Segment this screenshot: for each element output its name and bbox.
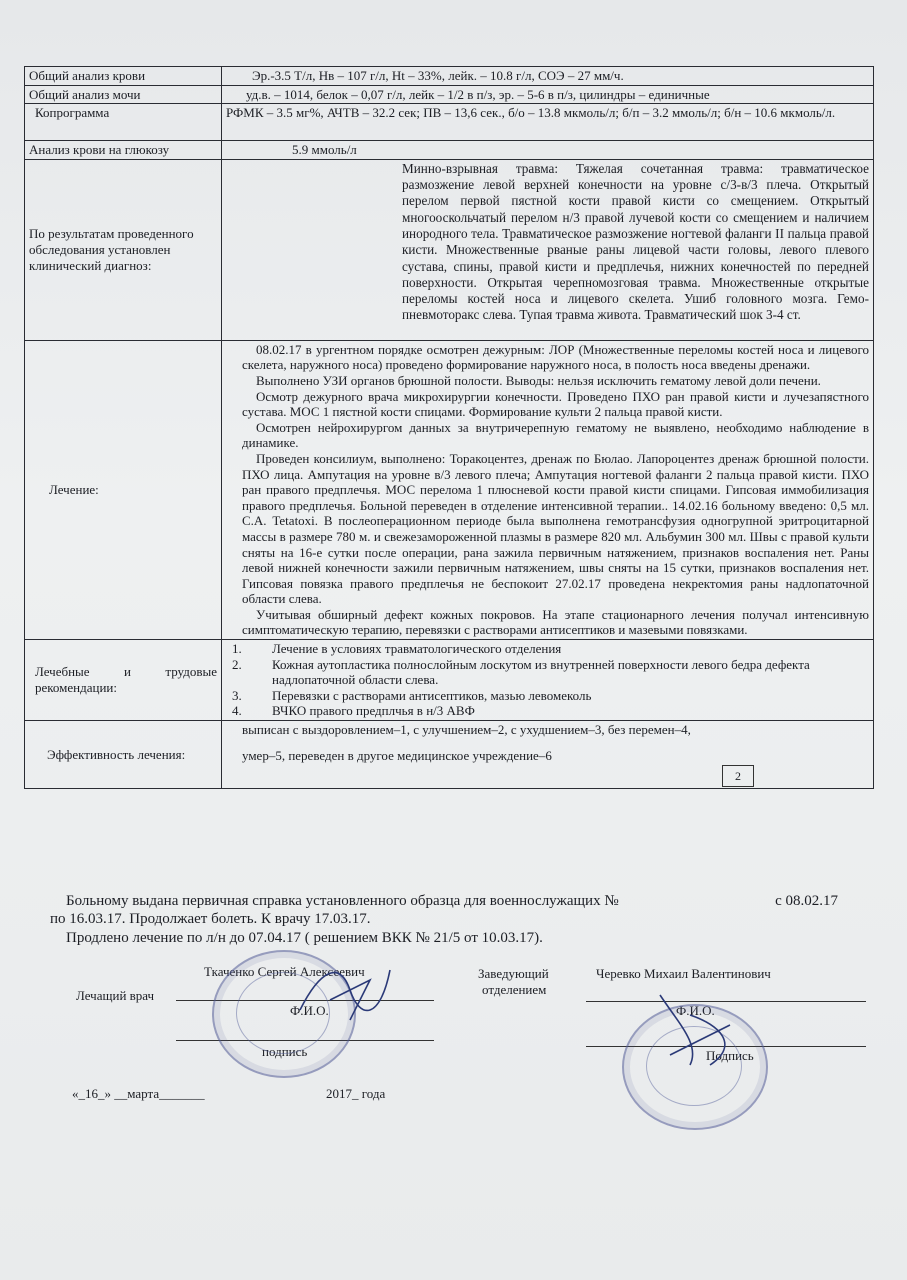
certificate-line: Больному выдана первичная справка установленного образца для военнослужащих № с 08.02.17: [66, 893, 838, 909]
doctor-signature: [290, 950, 410, 1030]
urine-test-label: Общий анализ мочи: [25, 85, 222, 104]
glucose-value: 5.9 ммоль/л: [222, 141, 874, 160]
treatment-paragraph: Учитывая обширный дефект кожных покровов. На этапе стационарного лечения получал интенсивную симптоматическую терапию, перевязки с растворами антисептиков и мазевыми повязками.: [242, 606, 869, 638]
treatment-paragraph: Выполнено УЗИ органов брюшной полости. Выводы: нельзя исключить гематому левой доли печени.: [256, 372, 821, 388]
cert-date: с 08.02.17: [775, 893, 838, 909]
head-label-1: Заведующий: [478, 966, 549, 981]
recommendations-list: [222, 640, 874, 721]
efficiency-box: 2: [722, 765, 754, 787]
recommendation-item: 1. Лечение в условиях травматологического отделения: [232, 641, 562, 657]
fio-label-2: Ф.И.О.: [676, 1003, 715, 1018]
urine-test-value: уд.в. – 1014, белок – 0,07 г/л, лейк – 1/2 в п/з, эр. – 5-6 в п/з, цилиндры – единичные: [222, 85, 874, 104]
copro-row: [25, 104, 874, 141]
efficiency-line-1: выписан с выздоровлением–1, с улучшением–2, с ухудшением–3, без перемен–4,: [242, 722, 691, 738]
extension-line: Продлено лечение по л/н до 07.04.17 ( решением ВКК № 21/5 от 10.03.17).: [66, 930, 543, 946]
diagnosis-row: [25, 159, 874, 340]
date-day: «_16_» __марта_______: [72, 1086, 205, 1101]
efficiency-label: Эффективность лечения:: [25, 721, 222, 789]
efficiency-options: [222, 721, 874, 789]
treatment-paragraph: Осмотр дежурного врача микрохирургии конечности. Проведено ПХО ран правой кисти и лучезапястного сустава. МОС 1 пястной кости спицами. Формирование культи 2 пальца правой кисти.: [242, 388, 869, 420]
copro-label: Копрограмма: [25, 104, 222, 141]
recommendations-row: [25, 640, 874, 721]
signature-label: подпись: [262, 1044, 308, 1059]
fio-label: Ф.И.О.: [290, 1003, 329, 1018]
doctor-label: Лечащий врач: [76, 988, 155, 1003]
copro-value: РФМК – 3.5 мг%, АЧТВ – 32.2 сек; ПВ – 13,6 сек., б/о – 13.8 мкмоль/л; б/п – 3.2 ммоль/л; б/н – 10.6 мкмоль/л.: [222, 104, 874, 141]
recommendation-item: 3. Перевязки с растворами антисептиков, мазью левомеколь: [232, 687, 592, 703]
head-label-2: отделением: [482, 982, 547, 997]
efficiency-row: [25, 721, 874, 789]
recommendation-item: 4. ВЧКО правого предплчья в н/3 АВФ: [232, 703, 475, 719]
diagnosis-text: Минно-взрывная травма: Тяжелая сочетанная травма: травматическое размозжение левой верхней конечности на уровне с/3-в/3 плеча. Открытый перелом первой пястной кости правой кисти со смещением. Открытый многооскольчатый перелом н/3 правой лучевой кости со смещением и наличием инородного тела. Травматическое размозжение ногтевой фаланги II пальца правой кисти. Множественные рваные раны лицевой части головы, левого плевого сустава, спины, правой кисти и предплечья, нижних конечностей по передней поверхности. Открытая черепномозговая травма. Множественные открытые переломы костей носа и лицевого скелета. Ушиб головного мозга. Гемо-пневмоторакс слева. Тупая травма живота. Травматический шок 3-4 ст.: [222, 159, 874, 340]
treatment-paragraph: Проведен консилиум, выполнено: Торакоцентез, дренаж по Бюлао. Лапороцентез дренаж брюшной полости. ПХО лица. Ампутация на уровне в/3 левого плеча; Ампутация ногтевой фаланги 2 пальца правой кисти. ПХО ран правого предплечья. МОС перелома 1 плюсневой кости правой кисти спицами. Гипсовая иммобилизация правого предплечья. Больной переведен в отделение интенсивной терапии.. 14.02.16 больному введено: 0,5 мл. С.А. Tetatoxi. В послеоперационном периоде была выполнена гемотрансфузия одногрупной эритроцитарной массы в размере 780 м. и свежезамороженной плазмы в размере 820 мл. Альбумин 300 мл. Швы с правой культи сняты на 16-е сутки после операции, рана зажила первичным натяжением, признаков воспаления нет. Раны левой нижней конечности зажили первичным натяжением, швы сняты на 15 сутки, признаков воспаления нет. Гипсовая повязка правого предплечья не беспокоит 27.02.17 проведена некректомия раны надлопаточной области слева.: [242, 450, 869, 607]
signature-label-2: Подпись: [706, 1048, 754, 1063]
blood-test-row: [25, 67, 874, 86]
glucose-row: [25, 141, 874, 160]
sick-leave-line: по 16.03.17. Продолжает болеть. К врачу 17.03.17.: [50, 911, 371, 927]
diagnosis-label: По результатам проведенного обследования установлен клинический диагноз:: [25, 159, 222, 340]
recommendation-item: 2. Кожная аутопластика полнослойным лоскутом из внутренней поверхности левого бедра дефекта надлопаточной области слева.: [232, 656, 810, 688]
blood-test-value: Эр.-3.5 Т/л, Нв – 107 г/л, Ht – 33%, лейк. – 10.8 г/л, СОЭ – 27 мм/ч.: [222, 67, 874, 86]
head-signature: [640, 985, 760, 1075]
treatment-row: [25, 340, 874, 639]
doctor-name: Ткаченко Сергей Алексеевич: [204, 964, 365, 979]
medical-record-table: [24, 66, 874, 789]
treatment-label: Лечение:: [25, 340, 222, 639]
treatment-paragraph: Осмотрен нейрохирургом данных за внутричерепную гематому не выявлено, необходимо наблюдение в динамике.: [242, 419, 869, 451]
treatment-paragraph: 08.02.17 в ургентном порядке осмотрен дежурным: ЛОР (Множественные переломы костей носа и лицевого скелета, наружного носа) проведено формирование наружного носа, в полость носа введены дренажи.: [242, 341, 869, 373]
urine-test-row: [25, 85, 874, 104]
blood-test-label: Общий анализ крови: [25, 67, 222, 86]
date-year: 2017_ года: [326, 1086, 386, 1101]
recommendations-label: Лечебные и трудовые рекомендации:: [25, 640, 222, 721]
glucose-label: Анализ крови на глюкозу: [25, 141, 222, 160]
treatment-text: [222, 340, 874, 639]
head-name: Черевко Михаил Валентинович: [596, 966, 771, 981]
efficiency-line-2: умер–5, переведен в другое медицинское учреждение–6: [242, 747, 552, 763]
